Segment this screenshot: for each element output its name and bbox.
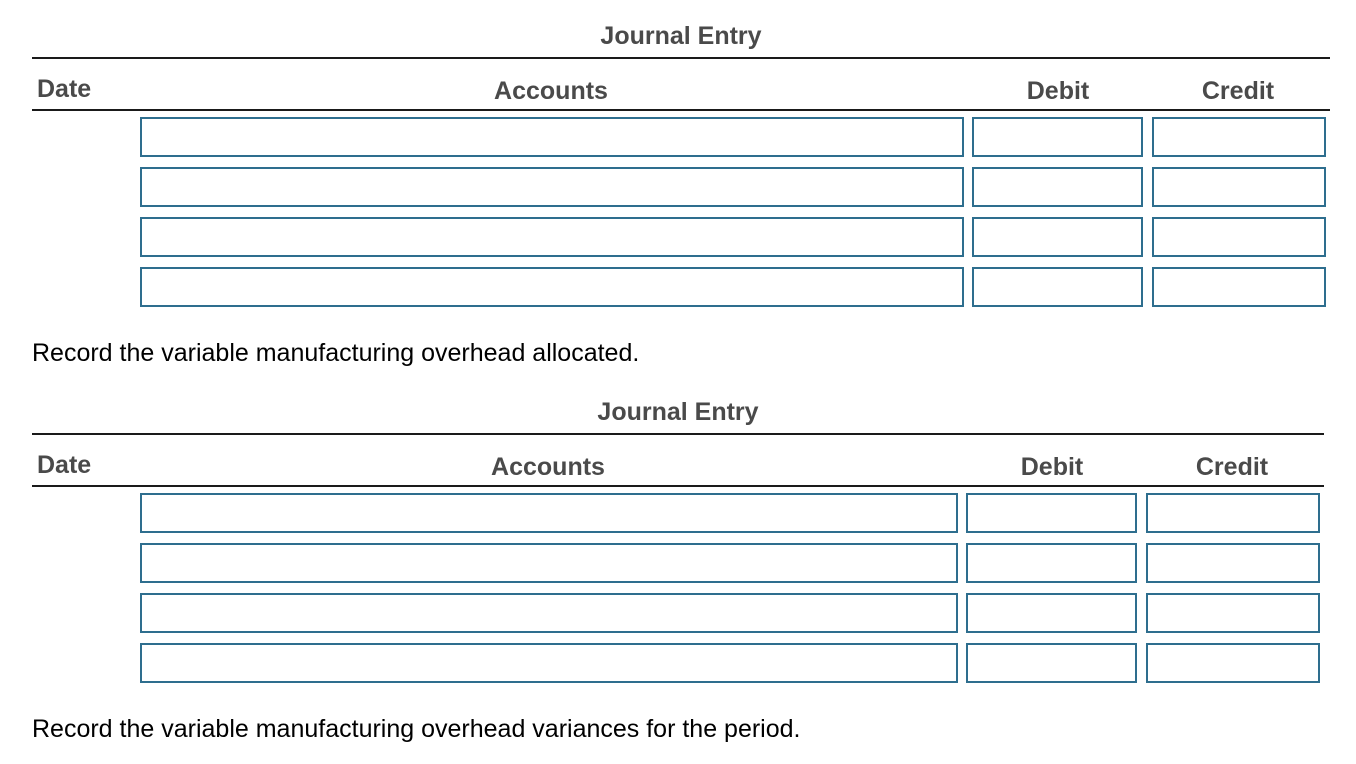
column-header-accounts: Accounts <box>494 77 608 105</box>
credit-input-row-1[interactable] <box>1152 117 1326 157</box>
column-header-credit: Credit <box>1201 77 1275 105</box>
journal-entry-title: Journal Entry <box>600 22 762 50</box>
column-header-debit: Debit <box>1026 77 1090 105</box>
account-input-row-2[interactable] <box>140 543 958 583</box>
header-rule <box>32 485 1324 487</box>
account-input-row-1[interactable] <box>140 117 964 157</box>
column-header-date: Date <box>37 75 92 103</box>
account-input-row-2[interactable] <box>140 167 964 207</box>
debit-input-row-3[interactable] <box>972 217 1143 257</box>
credit-input-row-4[interactable] <box>1146 643 1320 683</box>
column-header-credit: Credit <box>1195 453 1269 481</box>
credit-input-row-3[interactable] <box>1152 217 1326 257</box>
journal-entry-title: Journal Entry <box>597 398 759 426</box>
credit-input-row-3[interactable] <box>1146 593 1320 633</box>
debit-input-row-2[interactable] <box>972 167 1143 207</box>
account-input-row-4[interactable] <box>140 643 958 683</box>
credit-input-row-2[interactable] <box>1146 543 1320 583</box>
account-input-row-3[interactable] <box>140 217 964 257</box>
header-rule <box>32 109 1330 111</box>
title-rule <box>32 433 1324 435</box>
credit-input-row-2[interactable] <box>1152 167 1326 207</box>
debit-input-row-1[interactable] <box>966 493 1137 533</box>
title-rule <box>32 57 1330 59</box>
journal-entry-table-2 <box>32 376 1332 696</box>
account-input-row-1[interactable] <box>140 493 958 533</box>
credit-input-row-4[interactable] <box>1152 267 1326 307</box>
account-input-row-4[interactable] <box>140 267 964 307</box>
column-header-date: Date <box>37 451 92 479</box>
column-header-debit: Debit <box>1020 453 1084 481</box>
instruction-overhead-allocated: Record the variable manufacturing overhead allocated. <box>32 339 640 367</box>
account-input-row-3[interactable] <box>140 593 958 633</box>
debit-input-row-4[interactable] <box>966 643 1137 683</box>
debit-input-row-4[interactable] <box>972 267 1143 307</box>
debit-input-row-1[interactable] <box>972 117 1143 157</box>
journal-entry-table-1 <box>32 0 1332 320</box>
credit-input-row-1[interactable] <box>1146 493 1320 533</box>
instruction-overhead-variances: Record the variable manufacturing overhead variances for the period. <box>32 715 801 743</box>
debit-input-row-3[interactable] <box>966 593 1137 633</box>
column-header-accounts: Accounts <box>491 453 605 481</box>
debit-input-row-2[interactable] <box>966 543 1137 583</box>
